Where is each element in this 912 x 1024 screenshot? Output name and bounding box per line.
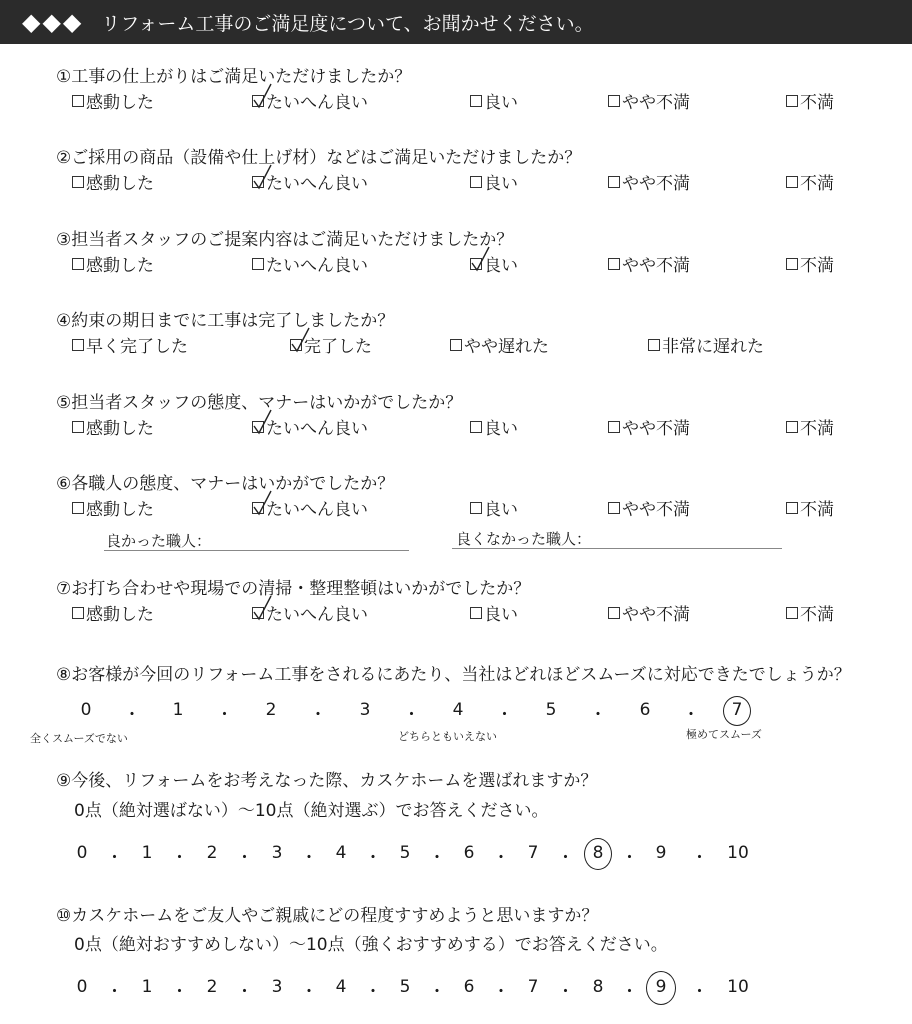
- bad-craftsman-line[interactable]: [452, 548, 782, 549]
- checkbox-icon[interactable]: [608, 258, 620, 270]
- option-label: 不満: [800, 605, 834, 625]
- q10-separator: ・: [691, 982, 708, 1002]
- q8-text: ⑧お客様が今回のリフォーム工事をされるにあたり、当社はどれほどスムーズに対応できたでしょうか？: [56, 665, 851, 685]
- checkbox-icon[interactable]: [608, 95, 620, 107]
- q8-selected-circle-icon: [723, 696, 751, 726]
- option-label: 良い: [484, 605, 518, 625]
- q10-text: ⑩カスケホームをご友人やご親戚にどの程度すすめようと思いますか？: [56, 906, 599, 926]
- page-title: リフォーム工事のご満足度について、お聞かせください。: [101, 12, 594, 35]
- q10-separator: ・: [364, 982, 382, 1002]
- checkbox-icon[interactable]: [786, 176, 798, 188]
- checkbox-icon[interactable]: [252, 258, 264, 270]
- checkmark-icon: [252, 489, 272, 517]
- q10-score-3[interactable]: 3: [271, 977, 283, 997]
- q8-separator: ・: [309, 705, 327, 725]
- q6-option[interactable]: [470, 495, 518, 520]
- option-label: 早く完了した: [86, 337, 188, 357]
- q8-score-6[interactable]: 6: [639, 700, 651, 720]
- option-label: やや不満: [622, 174, 690, 194]
- q4-option[interactable]: [450, 332, 549, 357]
- option-label: たいへん良い: [266, 93, 368, 113]
- q10-score-9[interactable]: 9: [655, 977, 667, 997]
- checkmark-icon: [252, 82, 272, 110]
- checkbox-icon[interactable]: [470, 421, 482, 433]
- checkbox-icon[interactable]: [608, 176, 620, 188]
- q6-option[interactable]: [252, 495, 368, 520]
- checkbox-icon[interactable]: [786, 258, 798, 270]
- option-label: 不満: [800, 500, 834, 520]
- q8-separator: ・: [496, 705, 513, 725]
- q9-separator: ・: [171, 848, 188, 868]
- q3-option[interactable]: [608, 251, 690, 276]
- option-label: やや不満: [622, 419, 690, 439]
- q9-score-0[interactable]: 0: [76, 843, 88, 863]
- checkbox-icon[interactable]: [72, 502, 84, 514]
- option-label: やや不満: [622, 605, 690, 625]
- option-label: たいへん良い: [266, 419, 368, 439]
- q8-separator: ・: [123, 705, 141, 725]
- q9-score-6[interactable]: 6: [463, 843, 475, 863]
- bad-craftsman-label: 良くなかった職人：: [456, 530, 592, 548]
- option-label: たいへん良い: [266, 500, 368, 520]
- q1-option[interactable]: [608, 88, 690, 113]
- q8-score-4[interactable]: 4: [452, 700, 464, 720]
- option-label: 感動した: [86, 256, 154, 276]
- q10-separator: ・: [557, 982, 574, 1002]
- q5-option[interactable]: [470, 414, 518, 439]
- checkmark-icon: [252, 408, 272, 436]
- checked-box-icon[interactable]: [470, 258, 482, 270]
- q10-selected-circle-icon: [646, 971, 676, 1005]
- q8-low-label: 全くスムーズでない: [30, 732, 128, 745]
- q8-separator: ・: [403, 705, 420, 725]
- q7-option[interactable]: [786, 600, 834, 625]
- option-label: たいへん良い: [266, 605, 368, 625]
- checkbox-icon[interactable]: [72, 607, 84, 619]
- q1-option[interactable]: [72, 88, 154, 113]
- checkmark-icon: [252, 163, 272, 191]
- q4-option[interactable]: [72, 332, 188, 357]
- q5-option[interactable]: [252, 414, 368, 439]
- q9-score-4[interactable]: 4: [335, 843, 347, 863]
- q10-score-6[interactable]: 6: [463, 977, 475, 997]
- checked-box-icon[interactable]: [252, 176, 264, 188]
- q7-option[interactable]: [608, 600, 690, 625]
- q1-option[interactable]: [252, 88, 368, 113]
- q9-score-5[interactable]: 5: [399, 843, 411, 863]
- q9-separator: ・: [300, 848, 318, 868]
- q4-option[interactable]: [290, 332, 372, 357]
- option-label: たいへん良い: [266, 174, 368, 194]
- checked-box-icon[interactable]: [252, 502, 264, 514]
- checked-box-icon[interactable]: [252, 421, 264, 433]
- option-label: 良い: [484, 174, 518, 194]
- checkbox-icon[interactable]: [72, 339, 84, 351]
- option-label: 感動した: [86, 93, 154, 113]
- q10-separator: ・: [300, 982, 318, 1002]
- option-label: やや不満: [622, 93, 690, 113]
- q1-option[interactable]: [470, 88, 518, 113]
- checkbox-icon[interactable]: [786, 95, 798, 107]
- q8-score-5[interactable]: 5: [545, 700, 557, 720]
- q9-score-9[interactable]: 9: [655, 843, 667, 863]
- option-label: やや遅れた: [464, 337, 549, 357]
- q9-selected-circle-icon: [584, 838, 612, 870]
- q6-option[interactable]: [608, 495, 690, 520]
- q8-mid-label: どちらともいえない: [398, 730, 497, 743]
- q10-separator: ・: [621, 982, 638, 1002]
- checkbox-icon[interactable]: [470, 95, 482, 107]
- checkbox-icon[interactable]: [786, 607, 798, 619]
- option-label: 良い: [484, 500, 518, 520]
- option-label: 良い: [484, 256, 518, 276]
- q9-score-1[interactable]: 1: [141, 843, 153, 863]
- option-label: たいへん良い: [266, 256, 368, 276]
- question-7-text: ⑦お打ち合わせや現場での清掃・整理整頓はいかがでしたか？: [56, 579, 531, 599]
- option-label: 良い: [484, 93, 518, 113]
- option-label: 不満: [800, 419, 834, 439]
- diamond-icons: ◆◆◆: [22, 8, 84, 36]
- option-label: 良い: [484, 419, 518, 439]
- checkbox-icon[interactable]: [470, 176, 482, 188]
- q9-separator: ・: [557, 848, 574, 868]
- q3-option[interactable]: [72, 251, 154, 276]
- q8-score-0[interactable]: 0: [80, 700, 92, 720]
- checkmark-icon: [252, 594, 272, 622]
- q9-separator: ・: [428, 848, 446, 868]
- option-label: やや不満: [622, 500, 690, 520]
- q6-option[interactable]: [72, 495, 154, 520]
- checked-box-icon[interactable]: [290, 339, 302, 351]
- q10-separator: ・: [171, 982, 188, 1002]
- q9-text: ⑨今後、リフォームをお考えなった際、カスケホームを選ばれますか？: [56, 771, 598, 791]
- q10-sub: 0点（絶対おすすめしない）～10点（強くおすすめする）でお答えください。: [74, 935, 668, 955]
- q10-separator: ・: [492, 982, 510, 1002]
- q10-score-8[interactable]: 8: [592, 977, 604, 997]
- q5-option[interactable]: [786, 414, 834, 439]
- q9-score-2[interactable]: 2: [206, 843, 218, 863]
- q9-separator: ・: [691, 848, 708, 868]
- q9-separator: ・: [236, 848, 253, 868]
- q6-option[interactable]: [786, 495, 834, 520]
- q9-sub: 0点（絶対選ばない）～10点（絶対選ぶ）でお答えください。: [74, 801, 549, 821]
- q9-separator: ・: [621, 848, 638, 868]
- checkbox-icon[interactable]: [608, 502, 620, 514]
- q5-option[interactable]: [608, 414, 690, 439]
- q2-option[interactable]: [786, 169, 834, 194]
- question-4-text: ④約束の期日までに工事は完了しましたか？: [56, 311, 395, 331]
- option-label: 感動した: [86, 419, 154, 439]
- q7-option[interactable]: [252, 600, 368, 625]
- option-label: 感動した: [86, 500, 154, 520]
- q9-score-3[interactable]: 3: [271, 843, 283, 863]
- q4-option[interactable]: [648, 332, 764, 357]
- checkbox-icon[interactable]: [72, 258, 84, 270]
- q9-separator: ・: [106, 848, 123, 868]
- q9-separator: ・: [364, 848, 382, 868]
- q2-option[interactable]: [470, 169, 518, 194]
- q9-score-8[interactable]: 8: [592, 843, 604, 863]
- checked-box-icon[interactable]: [252, 95, 264, 107]
- checkbox-icon[interactable]: [608, 607, 620, 619]
- q8-score-3[interactable]: 3: [359, 700, 371, 720]
- q10-score-7[interactable]: 7: [527, 977, 539, 997]
- checked-box-icon[interactable]: [252, 607, 264, 619]
- q8-separator: ・: [589, 705, 607, 725]
- option-label: 完了した: [304, 337, 372, 357]
- q8-separator: ・: [216, 705, 233, 725]
- q9-score-7[interactable]: 7: [527, 843, 539, 863]
- option-label: 不満: [800, 93, 834, 113]
- q10-score-5[interactable]: 5: [399, 977, 411, 997]
- q3-option[interactable]: [470, 251, 518, 276]
- q2-option[interactable]: [72, 169, 154, 194]
- q8-separator: ・: [682, 705, 700, 725]
- option-label: 感動した: [86, 605, 154, 625]
- q9-separator: ・: [492, 848, 510, 868]
- q9-score-10[interactable]: 10: [727, 843, 749, 863]
- q10-score-1[interactable]: 1: [141, 977, 153, 997]
- q10-score-4[interactable]: 4: [335, 977, 347, 997]
- question-6-text: ⑥各職人の態度、マナーはいかがでしたか？: [56, 474, 395, 494]
- q2-option[interactable]: [608, 169, 690, 194]
- q5-option[interactable]: [72, 414, 154, 439]
- question-3-text: ③担当者スタッフのご提案内容はご満足いただけましたか？: [56, 230, 514, 250]
- q10-score-0[interactable]: 0: [76, 977, 88, 997]
- q8-score-7[interactable]: 7: [731, 700, 743, 720]
- checkbox-icon[interactable]: [72, 176, 84, 188]
- header-bar: [0, 0, 912, 44]
- checkbox-icon[interactable]: [470, 607, 482, 619]
- checkmark-icon: [470, 245, 490, 273]
- option-label: 感動した: [86, 174, 154, 194]
- question-1-text: ①工事の仕上がりはご満足いただけましたか？: [56, 67, 412, 87]
- q8-score-1[interactable]: 1: [172, 700, 184, 720]
- option-label: 不満: [800, 256, 834, 276]
- q10-separator: ・: [106, 982, 123, 1002]
- checkbox-icon[interactable]: [786, 421, 798, 433]
- option-label: 非常に遅れた: [662, 337, 764, 357]
- checkbox-icon[interactable]: [470, 502, 482, 514]
- checkmark-icon: [290, 326, 310, 354]
- good-craftsman-line[interactable]: [104, 550, 409, 551]
- q7-option[interactable]: [470, 600, 518, 625]
- q3-option[interactable]: [786, 251, 834, 276]
- checkbox-icon[interactable]: [72, 421, 84, 433]
- q1-option[interactable]: [786, 88, 834, 113]
- checkbox-icon[interactable]: [786, 502, 798, 514]
- q2-option[interactable]: [252, 169, 368, 194]
- question-5-text: ⑤担当者スタッフの態度、マナーはいかがでしたか？: [56, 393, 463, 413]
- q10-separator: ・: [236, 982, 253, 1002]
- checkbox-icon[interactable]: [450, 339, 462, 351]
- q7-option[interactable]: [72, 600, 154, 625]
- checkbox-icon[interactable]: [72, 95, 84, 107]
- q3-option[interactable]: [252, 251, 368, 276]
- option-label: やや不満: [622, 256, 690, 276]
- checkbox-icon[interactable]: [608, 421, 620, 433]
- q10-score-10[interactable]: 10: [727, 977, 749, 997]
- option-label: 不満: [800, 174, 834, 194]
- good-craftsman-label: 良かった職人：: [106, 532, 212, 550]
- question-2-text: ②ご採用の商品（設備や仕上げ材）などはご満足いただけましたか？: [56, 148, 582, 168]
- q10-score-2[interactable]: 2: [206, 977, 218, 997]
- q8-score-2[interactable]: 2: [265, 700, 277, 720]
- q10-separator: ・: [428, 982, 446, 1002]
- q8-high-label: 極めてスムーズ: [686, 728, 762, 741]
- checkbox-icon[interactable]: [648, 339, 660, 351]
